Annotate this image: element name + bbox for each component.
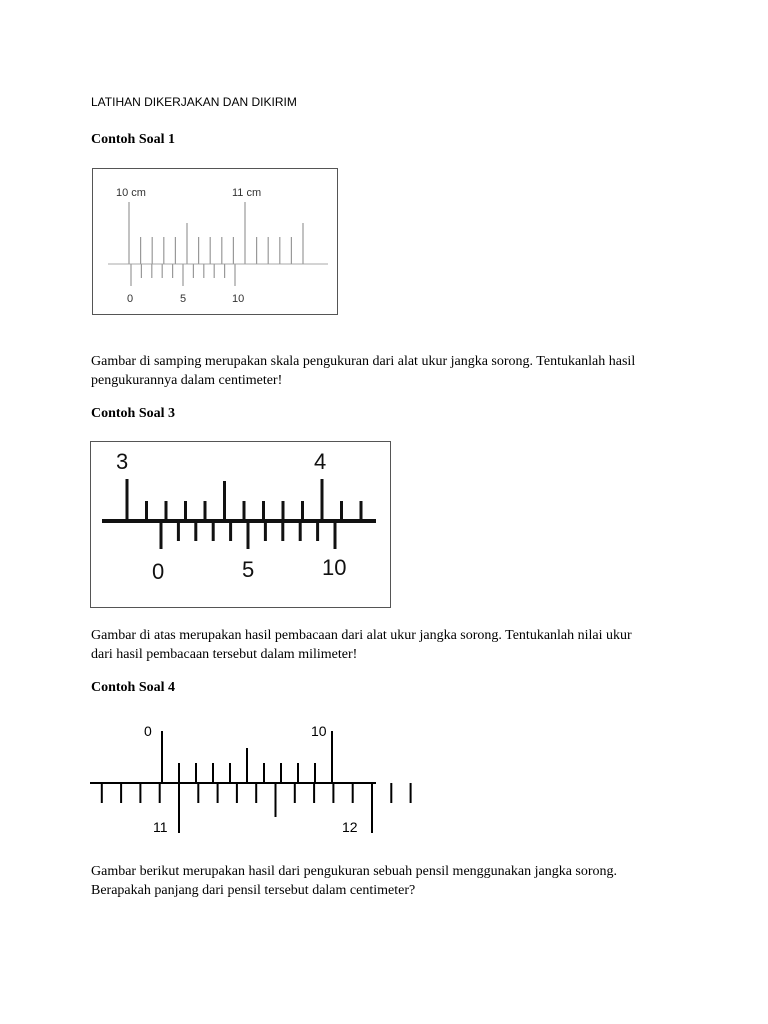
vernier-label-0: 0	[127, 293, 134, 305]
vernier-label-10: 10	[322, 555, 347, 580]
section-title-soal-1: Contoh Soal 1	[91, 132, 176, 147]
main-scale-label-11cm: 11 cm	[232, 187, 262, 199]
question-line: dari hasil pembacaan tersebut dalam milimeter!	[91, 647, 358, 662]
question-line: Gambar di samping merupakan skala pengukuran dari alat ukur jangka sorong. Tentukanlah hasil	[91, 354, 636, 369]
main-scale-ticks	[102, 783, 411, 833]
question-line: Gambar di atas merupakan hasil pembacaan dari alat ukur jangka sorong. Tentukanlah nilai ukur	[91, 628, 632, 643]
question-text-soal-4	[91, 862, 691, 900]
vernier-label-5: 5	[242, 557, 255, 582]
vernier-scale-ticks	[162, 731, 332, 783]
vernier-label-10: 10	[311, 723, 327, 739]
section-title-soal-4: Contoh Soal 4	[91, 680, 176, 695]
document-heading: LATIHAN DIKERJAKAN DAN DIKIRIM	[91, 95, 297, 109]
section-title-soal-3: Contoh Soal 3	[91, 406, 176, 421]
question-line: pengukurannya dalam centimeter!	[91, 373, 283, 388]
question-text-soal-3	[91, 626, 691, 664]
question-line: Gambar berikut merupakan hasil dari pengukuran sebuah pensil menggunakan jangka sorong.	[91, 864, 618, 879]
main-scale-label-12: 12	[342, 819, 358, 835]
question-text-soal-1	[91, 352, 691, 390]
vernier-label-0: 0	[152, 559, 165, 584]
figure-frame	[91, 442, 391, 608]
vernier-label-10: 10	[232, 293, 245, 305]
vernier-figure-soal-3	[90, 441, 392, 609]
main-scale-label-4: 4	[314, 449, 327, 474]
main-scale-label-3: 3	[116, 449, 129, 474]
question-line: Berapakah panjang dari pensil tersebut dalam centimeter?	[91, 883, 416, 898]
vernier-figure-soal-1	[92, 168, 340, 316]
main-scale-label-10cm: 10 cm	[116, 187, 146, 199]
main-scale-label-11: 11	[153, 819, 168, 835]
vernier-label-0: 0	[144, 723, 152, 739]
vernier-figure-soal-4	[0, 715, 400, 845]
vernier-label-5: 5	[180, 293, 187, 305]
